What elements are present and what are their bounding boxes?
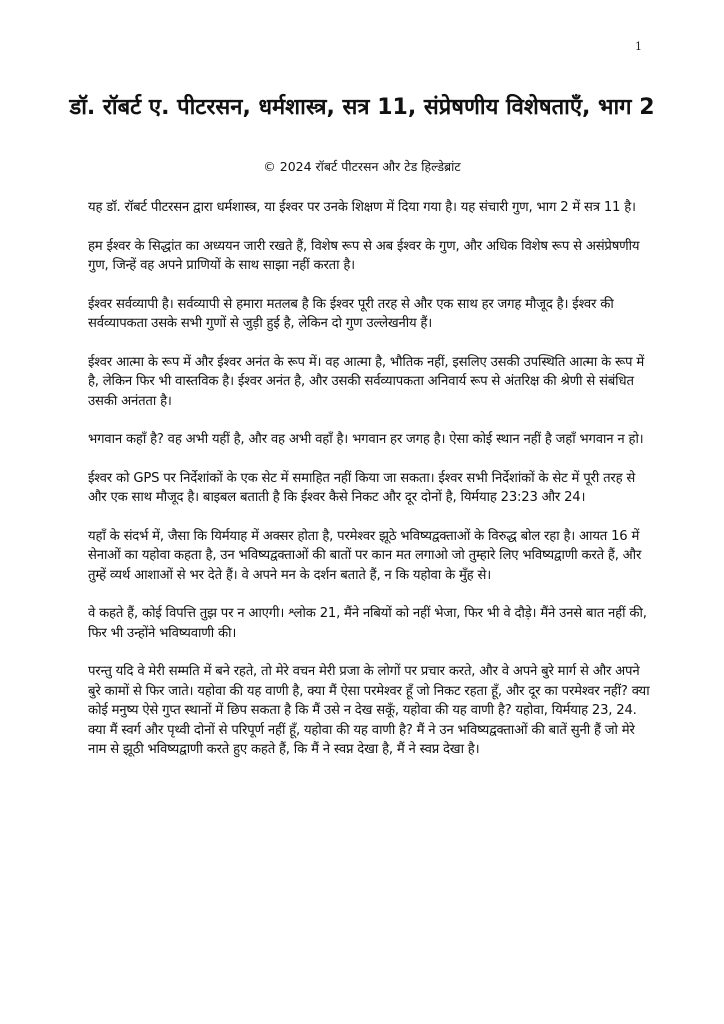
document-title: डॉ. रॉबर्ट ए. पीटरसन, धर्मशास्त्र, सत्र 11, संप्रेषणीय विशेषताएँ, भाग 2	[69, 95, 655, 120]
paragraph: ईश्वर सर्वव्यापी है। सर्वव्यापी से हमारा मतलब है कि ईश्वर पूरी तरह से और एक साथ हर जगह मौजूद है। ईश्वर की सर्वव्यापकता उसके सभी गुणों से जुड़ी हुई है, लेकिन दो गुण उल्लेखनीय हैं।	[88, 296, 614, 331]
paragraph: परन्तु यदि वे मेरी सम्मति में बने रहते, तो मेरे वचन मेरी प्रजा के लोगों पर प्रचार करते, और वे अपने बुरे मार्ग से और अपने बुरे कामों से फिर जाते। यहोवा की यह वाणी है, क्या मैं ऐसा परमेश्वर हूँ जो निकट रहता हूँ, और दूर का परमेश्वर नहीं? क्या कोई मनुष्य ऐसे गुप्त स्थानों में छिप सकता है कि मैं उसे न देख सकूँ, यहोवा की यह वाणी है? यहोवा, यिर्मयाह 23, 24. क्या मैं स्वर्ग और पृथ्वी दोनों से परिपूर्ण नहीं हूँ, यहोवा की यह वाणी है? मैं ने उन भविष्यद्वक्ताओं की बातें सुनी हैं जो मेरे नाम से झूठी भविष्यद्वाणी करते हुए कहते हैं, कि मैं ने स्वप्न देखा है, मैं ने स्वप्न देखा है।	[88, 664, 650, 757]
paragraph: वे कहते हैं, कोई विपत्ति तुझ पर न आएगी। श्लोक 21, मैंने नबियों को नहीं भेजा, फिर भी वे दौड़े। मैंने उनसे बात नहीं की, फिर भी उन्होंने भविष्यवाणी की।	[88, 606, 647, 641]
paragraph: भगवान कहाँ है? वह अभी यहीं है, और वह अभी वहाँ है। भगवान हर जगह है। ऐसा कोई स्थान नहीं है जहाँ भगवान न हो।	[88, 432, 644, 447]
paragraph: हम ईश्वर के सिद्धांत का अध्ययन जारी रखते हैं, विशेष रूप से अब ईश्वर के गुण, और अधिक विशेष रूप से असंप्रेषणीय गुण, जिन्हें वह अपने प्राणियों के साथ साझा नहीं करता है।	[88, 238, 640, 273]
copyright-line: © 2024 रॉबर्ट पीटरसन और टेड हिल्डेब्रांट	[263, 159, 461, 174]
document-body	[88, 198, 650, 779]
paragraph: यह डॉ. रॉबर्ट पीटरसन द्वारा धर्मशास्त्र, या ईश्वर पर उनके शिक्षण में दिया गया है। यह संचारी गुण, भाग 2 में सत्र 11 है।	[88, 200, 636, 215]
paragraph: यहाँ के संदर्भ में, जैसा कि यिर्मयाह में अक्सर होता है, परमेश्वर झूठे भविष्यद्वक्ताओं के विरुद्ध बोल रहा है। आयत 16 में सेनाओं का यहोवा कहता है, उन भविष्यद्वक्ताओं की बातों पर कान मत लगाओ जो तुम्हारे लिए भविष्यद्वाणी करते हैं, और तुम्हें व्यर्थ आशाओं से भर देते हैं। वे अपने मन के दर्शन बताते हैं, न कि यहोवा के मुँह से।	[88, 528, 642, 583]
paragraph: ईश्वर को GPS पर निर्देशांकों के एक सेट में समाहित नहीं किया जा सकता। ईश्वर सभी निर्देशांकों के सेट में पूरी तरह से और एक साथ मौजूद है। बाइबल बताती है कि ईश्वर कैसे निकट और दूर दोनों है, यिर्मयाह 23:23 और 24।	[88, 470, 636, 505]
paragraph: ईश्वर आत्मा के रूप में और ईश्वर अनंत के रूप में। वह आत्मा है, भौतिक नहीं, इसलिए उसकी उपस्थिति आत्मा के रूप में है, लेकिन फिर भी वास्तविक है। ईश्वर अनंत है, और उसकी सर्वव्यापकता अनिवार्य रूप से अंतरिक्ष की श्रेणी से संबंधित उसकी अनंतता है।	[88, 354, 645, 409]
page-number: 1	[635, 40, 642, 53]
